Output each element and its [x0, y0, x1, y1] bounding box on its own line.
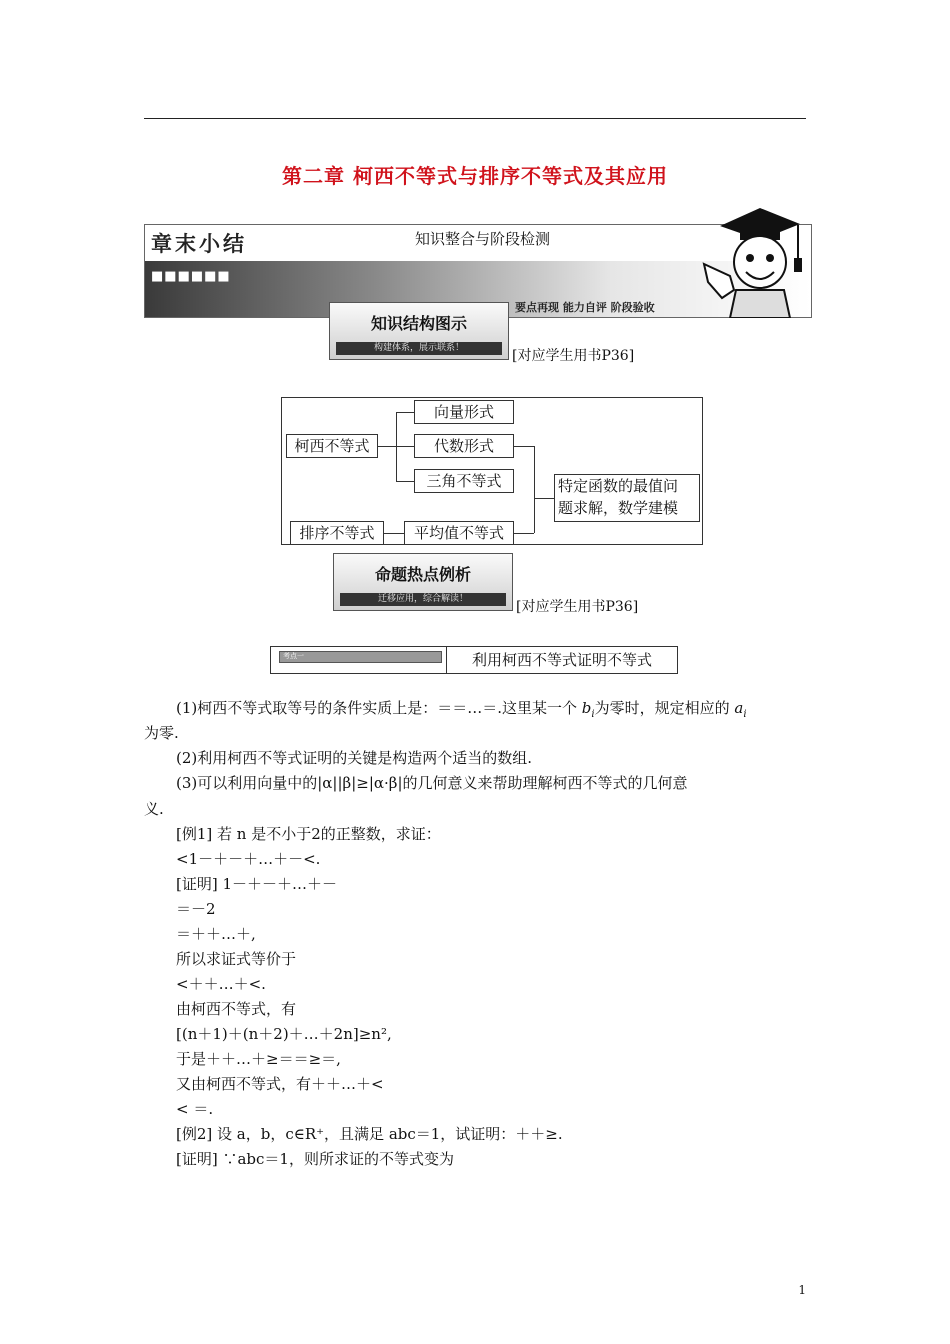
hot-topics-badge — [333, 553, 513, 611]
node-algebraic-form: 代数形式 — [414, 434, 514, 458]
student-book-reference-2: [对应学生用书P36] — [516, 599, 639, 615]
badge2-subtitle: 迁移应用，综合解读！ — [340, 593, 506, 606]
banner-squares: ■■■■■■ — [151, 269, 231, 284]
example-1-line: ＝＋＋…＋, — [176, 925, 256, 943]
node-triangle-inequality: 三角不等式 — [414, 469, 514, 493]
paragraph-2: (2)利用柯西不等式证明的关键是构造两个适当的数组. — [176, 749, 533, 767]
banner-label: 章末小结 — [151, 232, 247, 256]
example-1-line: 由柯西不等式，有 — [176, 1000, 297, 1018]
chapter-title: 第二章 柯西不等式与排序不等式及其应用 — [282, 164, 668, 188]
example-1-line: [证明] 1－＋－＋…＋－ — [176, 875, 338, 893]
node-applications-line1: 特定函数的最值问 — [558, 477, 679, 495]
node-vector-form: 向量形式 — [414, 400, 514, 424]
key-point-tag: 考点一 — [279, 651, 442, 663]
node-applications — [554, 474, 700, 522]
key-point-box — [270, 646, 678, 674]
node-cauchy-inequality: 柯西不等式 — [286, 434, 378, 458]
student-book-reference: [对应学生用书P36] — [512, 348, 635, 364]
paragraph-1-cont: 为零. — [144, 724, 179, 742]
node-mean-inequality: 平均值不等式 — [404, 521, 514, 545]
node-applications-line2: 题求解，数学建模 — [558, 499, 679, 517]
knowledge-structure-badge — [329, 302, 509, 360]
example-1-line: ＝－2 — [176, 900, 216, 918]
badge-title: 知识结构图示 — [370, 314, 467, 333]
example-1-line: <1－＋－＋…＋－<. — [176, 850, 321, 868]
example-2-proof: [证明] ∵abc＝1，则所求证的不等式变为 — [176, 1150, 454, 1168]
paragraph-3: (3)可以利用向量中的|α||β|≥|α·β|的几何意义来帮助理解柯西不等式的几何意 — [176, 774, 688, 792]
paragraph-1: (1)柯西不等式取等号的条件实质上是：＝＝…＝.这里某一个 $b_i$为零时，规定相应的 $a_i$ — [176, 699, 747, 720]
example-2-heading: [例2] 设 a，b，c∈R⁺，且满足 abc＝1，试证明：＋＋≥. — [176, 1125, 563, 1143]
knowledge-diagram — [281, 397, 703, 545]
page-number: 1 — [798, 1283, 806, 1297]
example-1-line: 又由柯西不等式，有＋＋…＋< — [176, 1075, 384, 1093]
graduate-mascot-icon — [700, 198, 812, 318]
paragraph-3-cont: 义. — [144, 800, 164, 818]
example-1-line: <＋＋…＋<. — [176, 975, 266, 993]
header-rule — [144, 118, 806, 119]
example-1-line: [(n＋1)＋(n＋2)＋…＋2n]≥n², — [176, 1025, 392, 1043]
badge-subtitle: 构建体系，展示联系！ — [336, 342, 502, 355]
node-rearrangement-inequality: 排序不等式 — [290, 521, 384, 545]
example-1-line: < ＝. — [176, 1100, 214, 1118]
key-point-title: 利用柯西不等式证明不等式 — [471, 651, 652, 669]
badge2-title: 命题热点例析 — [374, 565, 471, 584]
banner-subtitle: 知识整合与阶段检测 — [415, 230, 551, 248]
example-1-line: 于是＋＋…＋≥＝＝≥＝, — [176, 1050, 341, 1068]
banner-tags: 要点再现 能力自评 阶段验收 — [515, 301, 655, 314]
example-1-heading: [例1] 若 n 是不小于2的正整数，求证： — [176, 825, 441, 843]
example-1-line: 所以求证式等价于 — [176, 950, 297, 968]
